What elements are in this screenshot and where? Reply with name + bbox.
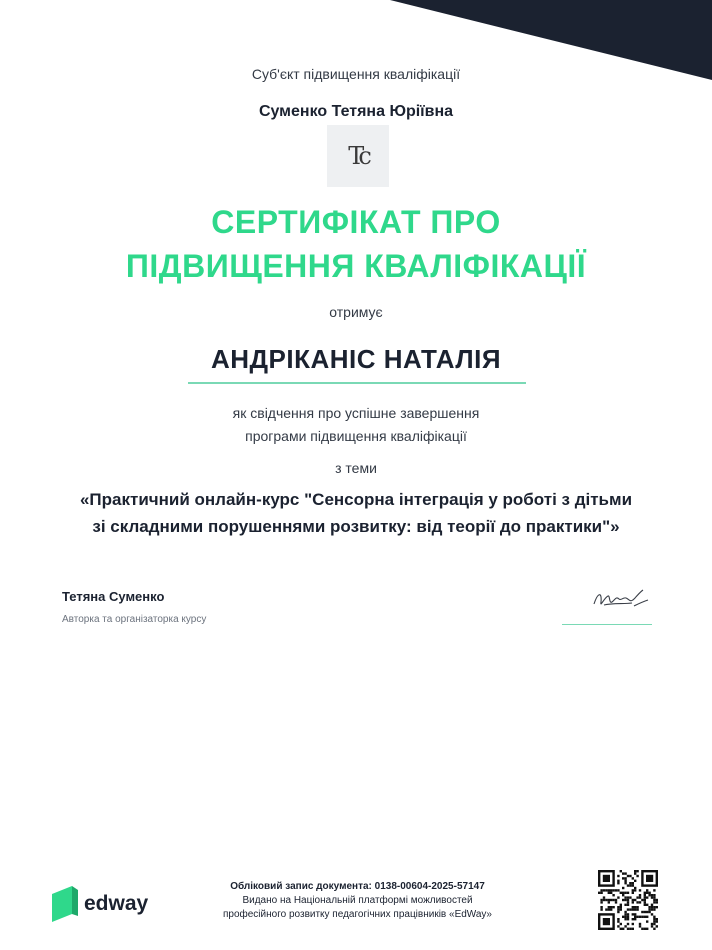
certificate-title-line1: СЕРТИФІКАТ ПРО (211, 204, 501, 240)
issued-line1: Видано на Національній платформі можливостей (242, 895, 473, 906)
recipient-name: АНДРІКАНІС НАТАЛІЯ (210, 344, 502, 374)
issuer-logo (327, 125, 389, 187)
certificate-title (0, 200, 712, 288)
record-label: Обліковий запис документа: (230, 881, 372, 892)
handwritten-signature (590, 584, 652, 614)
receives-label: отримує (329, 304, 383, 320)
signatory-role: Авторка та організаторка курсу (62, 614, 207, 625)
certificate-description (0, 402, 712, 448)
edway-logo (52, 884, 148, 924)
topic-label: з теми (335, 460, 377, 476)
qr-code[interactable] (598, 870, 658, 930)
recipient-underline (188, 382, 526, 384)
issuer-label: Суб'єкт підвищення кваліфікації (251, 66, 461, 82)
course-title-line2: зі складними порушеннями розвитку: від теорії до практики"» (92, 517, 620, 536)
logo-monogram: Tc (348, 142, 368, 170)
signatory-name: Тетяна Суменко (62, 589, 165, 604)
issuer-name: Суменко Тетяна Юріївна (258, 103, 454, 120)
course-title (0, 486, 712, 540)
description-line1: як свідчення про успішне завершення (232, 405, 480, 421)
edway-mark-icon (52, 886, 78, 922)
signature-line (562, 624, 652, 625)
record-number: 0138-00604-2025-57147 (374, 881, 485, 892)
issued-line2: професійного розвитку педагогічних працівників «EdWay» (222, 909, 492, 920)
document-footer (195, 880, 520, 922)
brand-name: edway (84, 892, 149, 915)
certificate-title-line2: ПІДВИЩЕННЯ КВАЛІФІКАЦІЇ (125, 248, 587, 284)
description-line2: програми підвищення кваліфікації (245, 428, 467, 444)
course-title-line1: «Практичний онлайн-курс "Сенсорна інтеграція у роботі з дітьми (79, 490, 633, 509)
record-line (195, 880, 520, 894)
